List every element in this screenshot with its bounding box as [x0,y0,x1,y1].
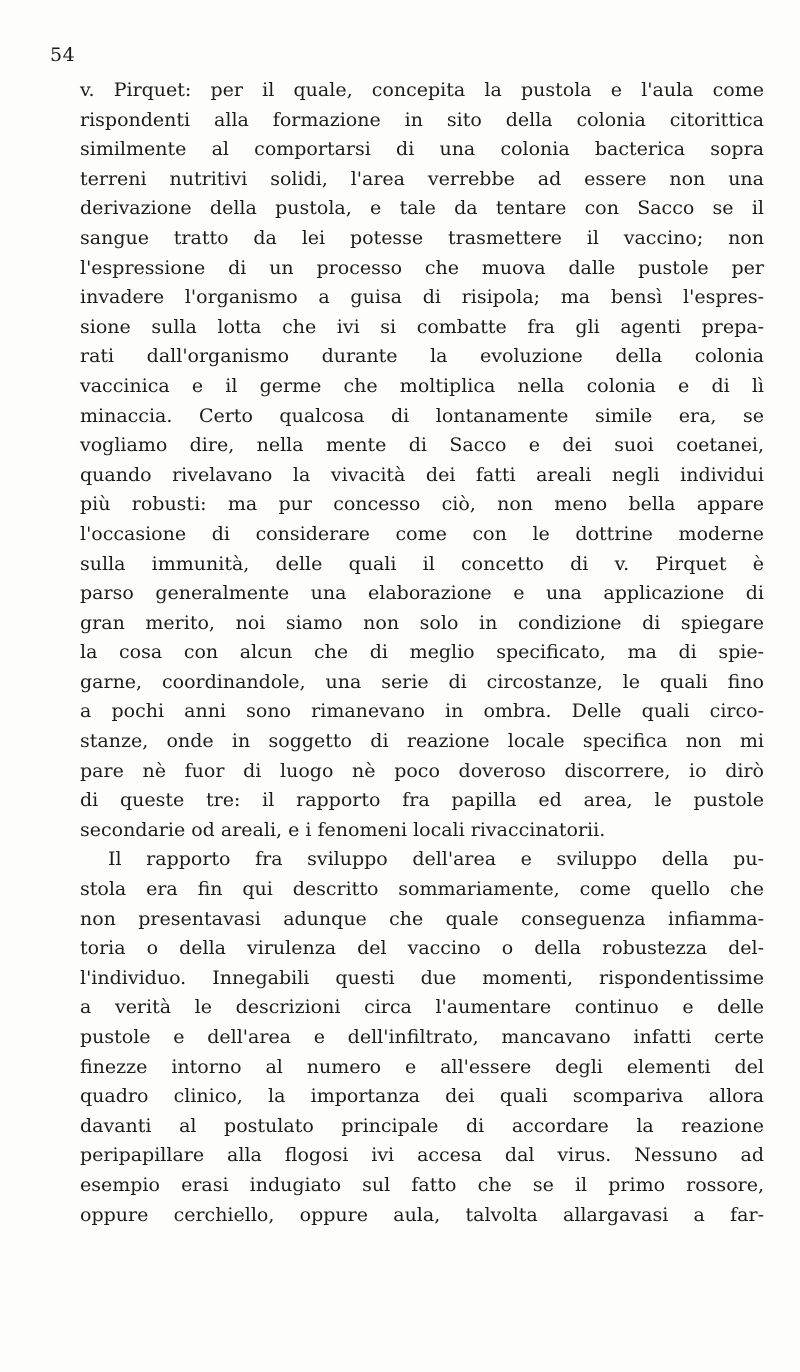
text-line: vogliamo dire, nella mente di Sacco e dei suoi coetanei, [80,434,764,457]
text-line: l'individuo. Innegabili questi due momenti, rispondentissime [80,966,764,989]
text-line: derivazione della pustola, e tale da tentare con Sacco se il [80,197,764,220]
body-text [80,76,764,1230]
text-line: davanti al postulato principale di accordare la reazione [80,1114,764,1137]
text-line: finezze intorno al numero e all'essere degli elementi del [80,1055,764,1078]
text-line: terreni nutritivi solidi, l'area verrebbe ad essere non una [80,167,764,190]
text-line: toria o della virulenza del vaccino o della robustezza del- [80,937,764,960]
text-line: l'occasione di considerare come con le dottrine moderne [80,522,764,545]
text-line: oppure cerchiello, oppure aula, talvolta allargavasi a far- [80,1203,764,1226]
text-line: Il rapporto fra sviluppo dell'area e sviluppo della pu- [108,848,764,871]
text-line: peripapillare alla flogosi ivi accesa dal virus. Nessuno ad [80,1144,764,1167]
text-line: non presentavasi adunque che quale conseguenza infiamma- [80,907,764,930]
text-line: vaccinica e il germe che moltiplica nella colonia e di lì [80,374,764,397]
text-line: l'espressione di un processo che muova dalle pustole per [80,256,764,279]
text-line: similmente al comportarsi di una colonia bacterica sopra [80,138,764,161]
text-line: quando rivelavano la vivacità dei fatti areali negli individui [80,463,764,486]
text-line: pustole e dell'area e dell'infiltrato, mancavano infatti certe [80,1026,764,1048]
text-line: secondarie od areali, e i fenomeni locali rivaccinatorii. [80,818,606,841]
text-line: garne, coordinandole, una serie di circostanze, le quali fino [80,670,764,693]
text-line: sulla immunità, delle quali il concetto di v. Pirquet è [80,552,764,575]
text-line: gran merito, noi siamo non solo in condizione di spiegare [80,611,764,634]
text-line: quadro clinico, la importanza dei quali scompariva allora [80,1085,764,1108]
text-line: parso generalmente una elaborazione e una applicazione di [80,582,764,605]
text-line: invadere l'organismo a guisa di risipola; ma bensì l'espres- [80,286,764,309]
text-line: minaccia. Certo qualcosa di lontanamente simile era, se [80,404,764,427]
text-line: rispondenti alla formazione in sito della colonia citorittica [80,108,764,131]
text-line: a pochi anni sono rimanevano in ombra. Delle quali circo- [80,700,764,723]
text-line: stola era fin qui descritto sommariamente, come quello che [80,878,764,901]
text-line: sangue tratto da lei potesse trasmettere il vaccino; non [80,226,764,249]
text-line: v. Pirquet: per il quale, concepita la pustola e l'aula come [80,79,764,101]
text-line: rati dall'organismo durante la evoluzione della colonia [80,345,764,368]
text-line: esempio erasi indugiato sul fatto che se il primo rossore, [80,1173,764,1196]
text-line: sione sulla lotta che ivi si combatte fra gli agenti prepa- [80,315,764,338]
text-line: stanze, onde in soggetto di reazione locale specifica non mi [80,730,764,753]
text-line: di queste tre: il rapporto fra papilla ed area, le pustole [80,789,764,812]
text-line: la cosa con alcun che di meglio specificato, ma di spie- [80,641,764,664]
text-line: pare nè fuor di luogo nè poco doveroso discorrere, io dirò [80,759,764,782]
text-line: a verità le descrizioni circa l'aumentare continuo e delle [80,996,764,1019]
page-number: 54 [50,44,76,66]
text-line: più robusti: ma pur concesso ciò, non meno bella appare [80,493,764,516]
